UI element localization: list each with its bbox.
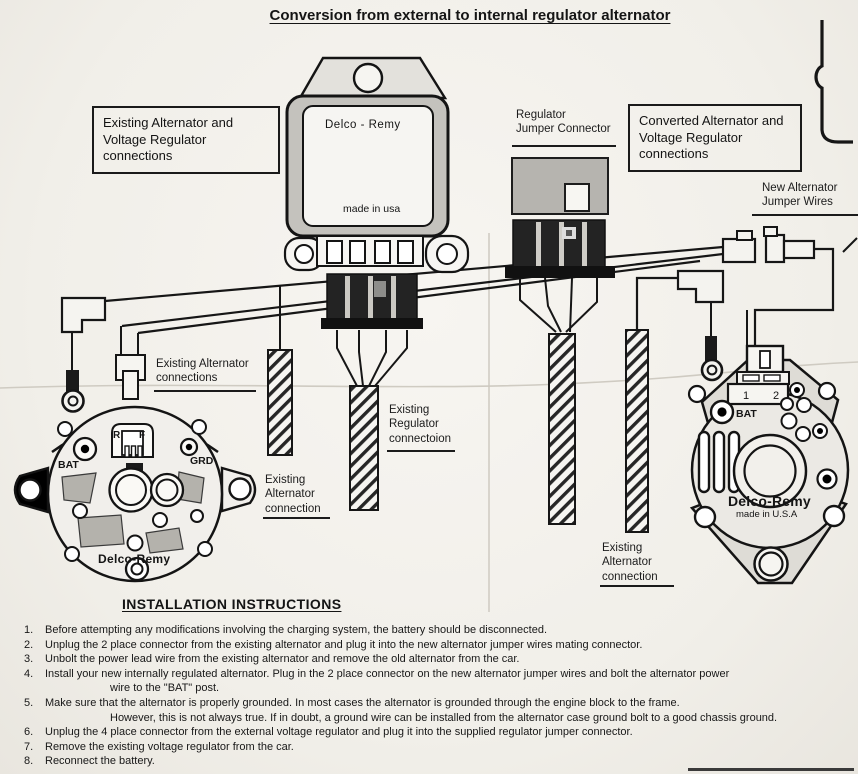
instruction-step (14, 638, 852, 653)
step-text: Make sure that the alternator is properly grounded. In most cases the alternator is grounded through the engine block to the frame. However, this is not always true. If in doubt, a ground wire can be installed from the alternator case ground bolt to a good chassis ground. (45, 696, 778, 724)
callout-existing-regulator-connection: Existing Regulator connectoion (389, 404, 452, 445)
pin-2-label: 2 (773, 390, 780, 402)
step-number: 4. (24, 667, 34, 680)
scan-edge-mark (688, 768, 854, 771)
step-number: 5. (24, 696, 34, 709)
underline-existing-alt-connections (154, 390, 256, 392)
callout-existing-alternator-connection-left: Existing Alternator connection (265, 474, 321, 515)
instruction-step (14, 652, 852, 667)
regulator-brand-label: Delco - Remy (325, 119, 401, 131)
vent-slots (699, 432, 739, 492)
existing-alternator-loom-right (626, 330, 648, 532)
two-place-plug (116, 326, 145, 399)
existing-alternator-connection-loom (268, 286, 292, 455)
new-alternator-origin: made in U.S.A (736, 509, 798, 520)
jumper-harness-loom (549, 334, 575, 524)
ring-terminal-right (702, 360, 722, 380)
instruction-step (14, 725, 852, 740)
new-power-lead-connector (678, 271, 723, 302)
battery-wire-boot-right (705, 336, 717, 362)
step-text: Reconnect the battery. (45, 755, 155, 768)
step-number: 6. (24, 726, 34, 739)
regulator-mount-hole (354, 64, 382, 92)
underline-existing-alt-connection-left (263, 517, 330, 519)
callout-new-alternator-jumper-wires: New Alternator Jumper Wires (762, 182, 838, 209)
regulator-4place-connector (321, 274, 423, 510)
instruction-step (14, 754, 852, 769)
step-number: 3. (24, 653, 34, 666)
pin-f-label: F (139, 430, 146, 441)
old-alternator (15, 407, 255, 581)
instruction-step (14, 740, 852, 755)
step-text: Before attempting any modifications involving the charging system, the battery should be disconnected. (45, 624, 548, 636)
bat-label-new: BAT (736, 408, 757, 420)
step-number: 2. (24, 638, 34, 651)
underline-new-jumper-wires (752, 214, 858, 216)
regulator-jumper-connector (505, 158, 615, 524)
old-alternator-brand: Delco-Remy (98, 552, 171, 566)
instruction-step (14, 667, 852, 696)
converted-connections-box: Converted Alternator and Voltage Regulator connections (628, 104, 802, 172)
step-number: 1. (24, 624, 34, 636)
step-number: 8. (24, 755, 34, 768)
instruction-step (14, 623, 852, 638)
existing-regulator-loom (350, 386, 378, 510)
existing-connections-box: Existing Alternator and Voltage Regulator connections (92, 106, 280, 174)
old-power-lead-connector (62, 298, 105, 412)
installation-steps (14, 623, 852, 769)
callout-existing-alternator-connections: Existing Alternator connections (156, 358, 249, 385)
callout-regulator-jumper-connector: Regulator Jumper Connector (516, 109, 611, 136)
new-alternator (689, 346, 848, 583)
step-number: 7. (24, 740, 34, 753)
underline-existing-alt-connection-right (600, 585, 674, 587)
external-voltage-regulator (285, 58, 468, 272)
new-alternator-brand: Delco-Remy (728, 493, 811, 509)
step-text: Unplug the 4 place connector from the external voltage regulator and plug it into the supplied regulator jumper connector. (45, 726, 633, 739)
step-text: Unplug the 2 place connector from the existing alternator and plug it into the new alternator jumper wires mating connector. (45, 638, 643, 651)
pin-1-label: 1 (743, 390, 750, 402)
callout-existing-alternator-connection-right: Existing Alternator connection (602, 542, 658, 583)
step-text: Unbolt the power lead wire from the existing alternator and remove the old alternator from the car. (45, 653, 520, 666)
instruction-step (14, 696, 852, 725)
regulator-origin-label: made in usa (343, 203, 401, 215)
ring-terminal-left (63, 391, 84, 412)
step-text: Remove the existing voltage regulator from the car. (45, 740, 294, 753)
installation-heading: INSTALLATION INSTRUCTIONS (122, 596, 342, 612)
underline-regulator-jumper (512, 145, 616, 147)
step-text: Install your new internally regulated alternator. Plug in the 2 place connector on the new alternator jumper wires and bolt the alternator power wire to the "BAT" post. (45, 667, 730, 695)
page-title: Conversion from external to internal regulator alternator (269, 7, 671, 24)
pin-r-label: R (113, 430, 121, 441)
underline-existing-reg-connection (387, 450, 455, 452)
grd-label: GRD (190, 455, 214, 467)
bat-label: BAT (58, 459, 79, 471)
